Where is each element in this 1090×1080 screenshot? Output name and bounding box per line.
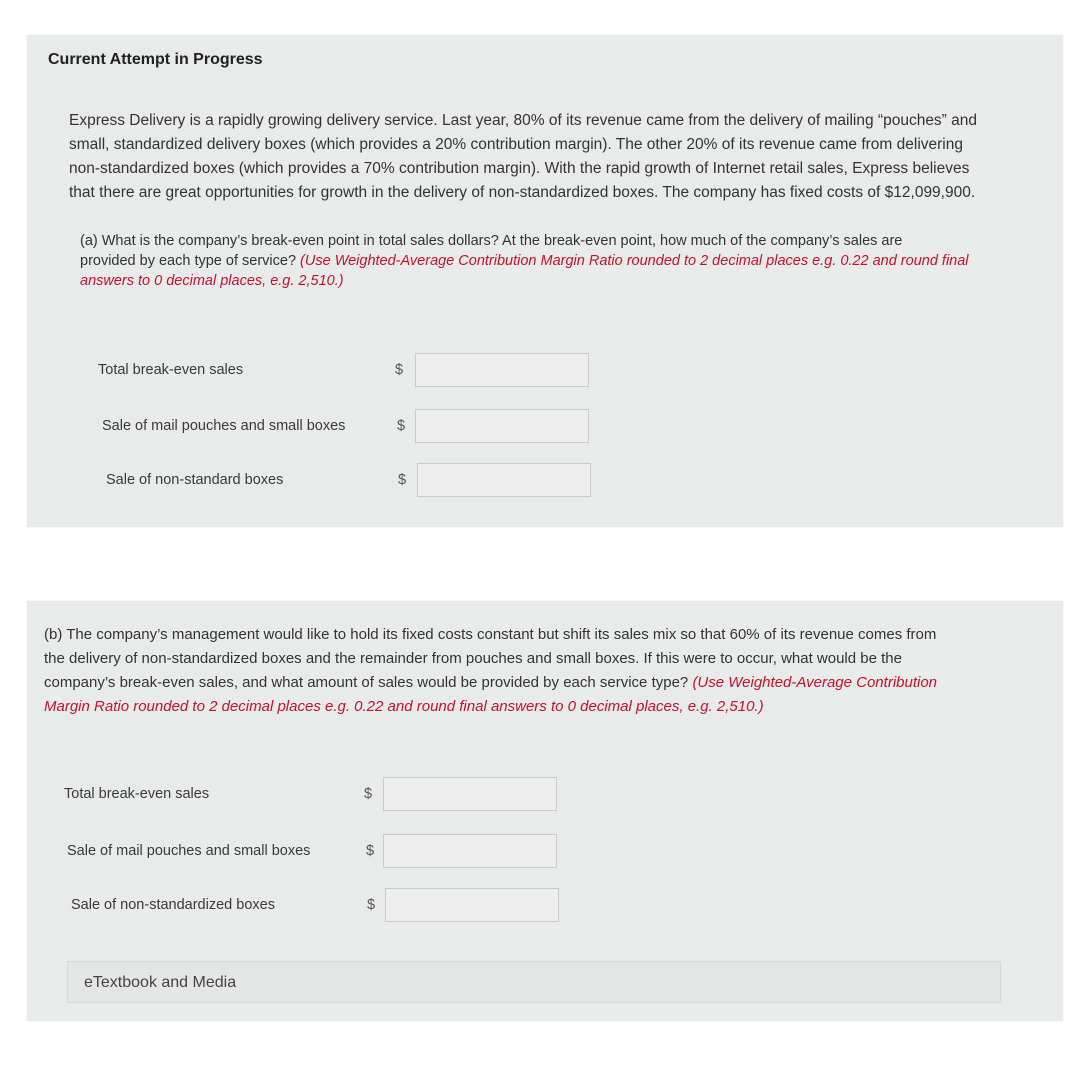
part-b-nonstandard-input[interactable]	[385, 888, 559, 922]
dollar-sign: $	[366, 843, 375, 859]
part-b-row-nonstandard	[27, 888, 1027, 924]
part-a-nonstandard-input[interactable]	[417, 463, 591, 497]
part-a-instruction: answers to 0 decimal places, e.g. 2,510.)	[80, 273, 344, 289]
part-a-total-breakeven-input[interactable]	[415, 353, 589, 387]
part-a-panel	[27, 35, 1063, 527]
part-a-pouches-input[interactable]	[415, 409, 589, 443]
part-b-instruction: (Use Weighted-Average Contribution	[692, 674, 938, 691]
part-a-instruction: (Use Weighted-Average Contribution Margin Ratio rounded to 2 decimal places e.g. 0.22 and round final	[300, 253, 969, 269]
part-a-question-line: provided by each type of service?	[80, 253, 301, 269]
dollar-sign: $	[364, 786, 373, 802]
dollar-sign: $	[367, 897, 376, 913]
row-label: Total break-even sales	[64, 786, 210, 802]
part-b-question-line: the delivery of non-standardized boxes and the remainder from pouches and small boxes. If this were to occur, what would be the	[44, 650, 902, 667]
part-b-question-line: company’s break-even sales, and what amount of sales would be provided by each service type?	[44, 674, 693, 691]
row-label: Sale of non-standardized boxes	[71, 897, 275, 913]
part-a-row-nonstandard	[27, 463, 1027, 499]
page-title: Current Attempt in Progress	[48, 51, 263, 68]
part-b-row-pouches	[27, 834, 1027, 870]
part-b-row-total	[27, 777, 1027, 813]
part-b-question	[44, 623, 1044, 719]
problem-line: non-standardized boxes (which provides a 70% contribution margin). With the rapid growth of Internet retail sales, Express believes	[69, 160, 970, 177]
part-b-total-breakeven-input[interactable]	[383, 777, 557, 811]
dollar-sign: $	[395, 362, 404, 378]
problem-line: Express Delivery is a rapidly growing delivery service. Last year, 80% of its revenue came from the delivery of mailing “pouches” and	[69, 112, 978, 129]
etextbook-media-button[interactable]	[67, 961, 1001, 1003]
row-label: Total break-even sales	[98, 362, 244, 378]
dollar-sign: $	[397, 418, 406, 434]
part-a-row-pouches	[27, 409, 1027, 445]
problem-line: that there are great opportunities for growth in the delivery of non-standardized boxes. The company has fixed costs of $12,099,900.	[69, 184, 976, 201]
problem-line: small, standardized delivery boxes (which provides a 20% contribution margin). The other 20% of its revenue came from delivering	[69, 136, 963, 153]
row-label: Sale of mail pouches and small boxes	[67, 843, 311, 859]
part-b-pouches-input[interactable]	[383, 834, 557, 868]
part-b-instruction: Margin Ratio rounded to 2 decimal places e.g. 0.22 and round final answers to 0 decimal places, e.g. 2,510.)	[44, 698, 764, 715]
row-label: Sale of mail pouches and small boxes	[102, 418, 346, 434]
dollar-sign: $	[398, 472, 407, 488]
part-b-question-line: (b) The company’s management would like to hold its fixed costs constant but shift its sales mix so that 60% of its revenue comes from	[44, 626, 937, 643]
part-b-panel	[27, 601, 1063, 1021]
etextbook-media-label: eTextbook and Media	[84, 974, 237, 991]
part-a-question-line: (a) What is the company’s break-even point in total sales dollars? At the break-even point, how much of the company’s sales are	[80, 233, 903, 249]
row-label: Sale of non-standard boxes	[106, 472, 284, 488]
part-a-question	[80, 231, 1050, 291]
problem-statement	[69, 109, 1059, 205]
part-a-row-total	[27, 353, 1027, 389]
